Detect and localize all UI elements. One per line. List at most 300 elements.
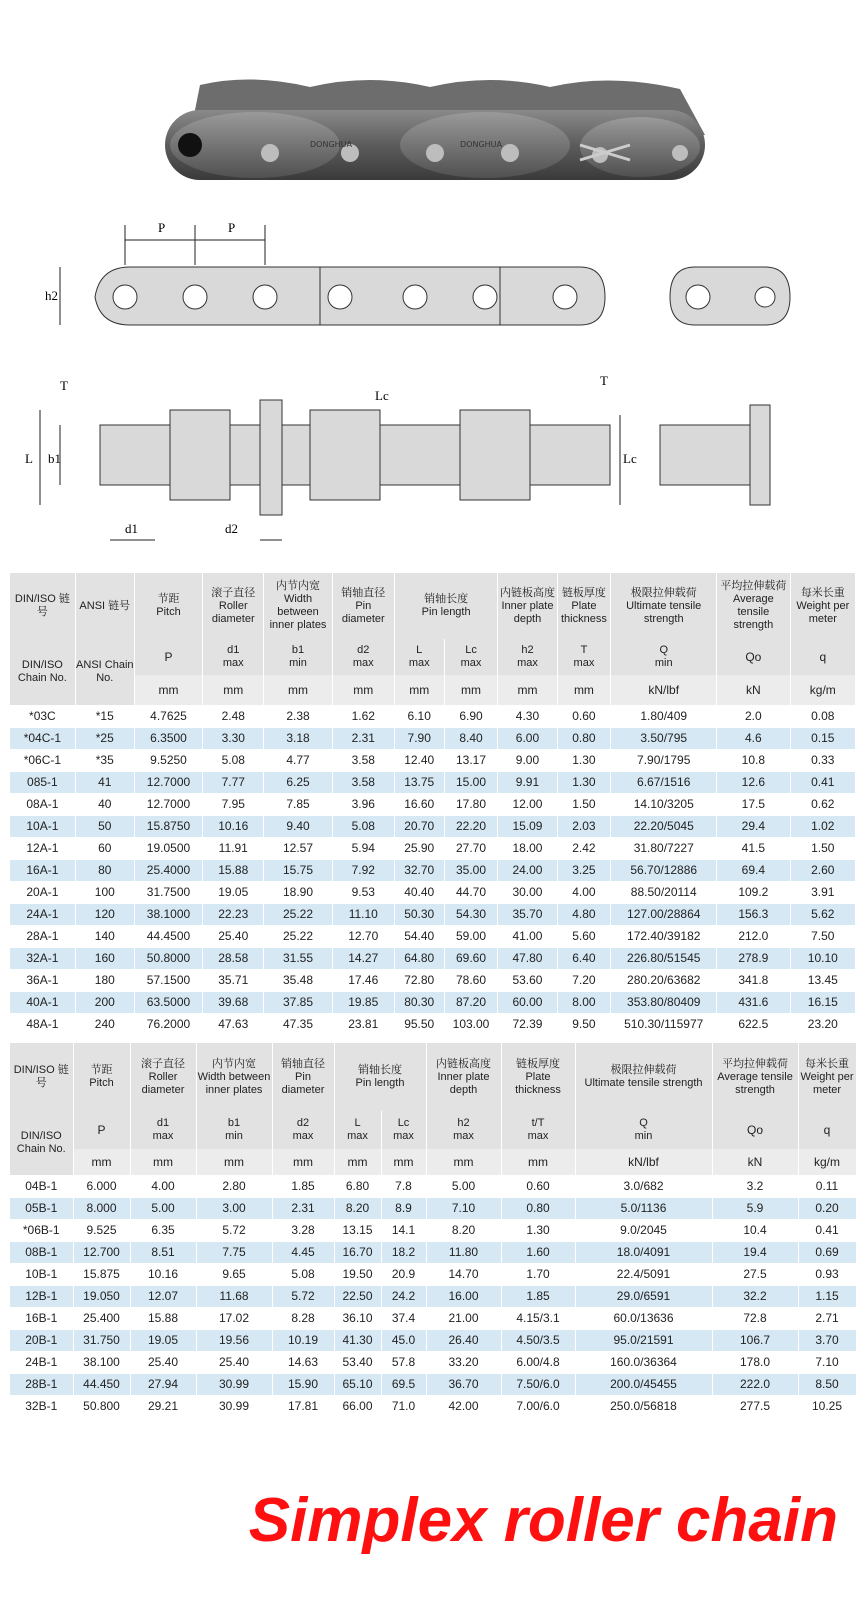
table-cell: 160 — [75, 947, 134, 969]
label-h2: h2 — [45, 288, 58, 303]
table-cell: 2.0 — [717, 705, 791, 727]
label-d2: d2 — [225, 521, 238, 536]
h-width: 内节内宽 Width between inner plates — [264, 573, 332, 639]
table-cell: 1.85 — [272, 1175, 334, 1197]
table-cell: 22.50 — [334, 1285, 381, 1307]
table-cell: 0.69 — [798, 1241, 856, 1263]
table-cell: 2.31 — [272, 1197, 334, 1219]
table-cell: 41.30 — [334, 1329, 381, 1351]
table-cell: 27.70 — [444, 837, 498, 859]
h-sym: L max — [394, 639, 444, 675]
table-cell: 08A-1 — [10, 793, 75, 815]
table-cell: 40 — [75, 793, 134, 815]
table-cell: 17.5 — [717, 793, 791, 815]
table-row — [10, 1329, 856, 1351]
table-cell: 5.00 — [426, 1175, 501, 1197]
table-cell: 7.92 — [332, 859, 394, 881]
table-cell: 3.96 — [332, 793, 394, 815]
table-cell: 71.0 — [381, 1395, 426, 1417]
table-cell: 41 — [75, 771, 134, 793]
h-thick: 链板厚度 Plate thickness — [557, 573, 611, 639]
table-row — [10, 749, 856, 771]
table-row — [10, 837, 856, 859]
table-cell: 212.0 — [717, 925, 791, 947]
table-cell: 9.0/2045 — [575, 1219, 712, 1241]
table-row — [10, 705, 856, 727]
label-pitch-1: P — [158, 220, 166, 235]
table-cell: 4.7625 — [134, 705, 202, 727]
table-cell: 31.80/7227 — [611, 837, 717, 859]
table-cell: 57.8 — [381, 1351, 426, 1373]
table-cell: 1.02 — [790, 815, 855, 837]
h-sym: d1 max — [130, 1111, 196, 1149]
table-cell: 3.28 — [272, 1219, 334, 1241]
table-cell: 14.1 — [381, 1219, 426, 1241]
table-cell: 7.8 — [381, 1175, 426, 1197]
table-cell: 24.00 — [498, 859, 557, 881]
table-cell: 16A-1 — [10, 859, 75, 881]
table-cell: 32A-1 — [10, 947, 75, 969]
label-d1: d1 — [125, 521, 138, 536]
table-cell: 12.6 — [717, 771, 791, 793]
table-cell: 12.700 — [73, 1241, 130, 1263]
table-cell: 50 — [75, 815, 134, 837]
table-cell: 26.40 — [426, 1329, 501, 1351]
table-row — [10, 1307, 856, 1329]
table-cell: 20.70 — [394, 815, 444, 837]
h-thick: 链板厚度 Plate thickness — [501, 1043, 575, 1111]
table-cell: 31.7500 — [134, 881, 202, 903]
table-cell: 29.21 — [130, 1395, 196, 1417]
table-row — [10, 991, 856, 1013]
table-cell: 9.00 — [498, 749, 557, 771]
table-cell: 28B-1 — [10, 1373, 73, 1395]
table-row — [10, 1395, 856, 1417]
table-cell: 4.45 — [272, 1241, 334, 1263]
table-cell: 54.40 — [394, 925, 444, 947]
table-cell: 38.1000 — [134, 903, 202, 925]
table-cell: 20A-1 — [10, 881, 75, 903]
label-b1: b1 — [48, 451, 61, 466]
table-cell: 72.39 — [498, 1013, 557, 1035]
table-cell: 10.10 — [790, 947, 855, 969]
h-unit: mm — [501, 1149, 575, 1175]
table-cell: 7.75 — [196, 1241, 272, 1263]
table-cell: 8.28 — [272, 1307, 334, 1329]
table-a-body — [10, 705, 856, 1035]
table-cell: 42.00 — [426, 1395, 501, 1417]
spec-table-b-series — [10, 1043, 857, 1418]
table-cell: 5.60 — [557, 925, 611, 947]
table-cell: 8.50 — [798, 1373, 856, 1395]
table-cell: 2.80 — [196, 1175, 272, 1197]
h-unit: mm — [130, 1149, 196, 1175]
h-unit: mm — [334, 1149, 381, 1175]
table-cell: 37.85 — [264, 991, 332, 1013]
table-cell: 10.25 — [798, 1395, 856, 1417]
table-cell: 622.5 — [717, 1013, 791, 1035]
table-cell: 35.00 — [444, 859, 498, 881]
table-cell: 8.20 — [426, 1219, 501, 1241]
table-cell: *15 — [75, 705, 134, 727]
table-cell: 3.58 — [332, 749, 394, 771]
table-cell: 3.2 — [712, 1175, 798, 1197]
table-cell: 19.05 — [130, 1329, 196, 1351]
h-sym: P — [73, 1111, 130, 1149]
table-cell: 9.50 — [557, 1013, 611, 1035]
h-chain-no: DIN/ISO 链号 — [10, 1043, 73, 1111]
table-cell: 156.3 — [717, 903, 791, 925]
table-cell: 64.80 — [394, 947, 444, 969]
table-cell: 28.58 — [203, 947, 264, 969]
table-cell: 19.05 — [203, 881, 264, 903]
h-sym: q — [790, 639, 855, 675]
h-unit: kN — [717, 675, 791, 705]
table-cell: 11.68 — [196, 1285, 272, 1307]
table-cell: 100 — [75, 881, 134, 903]
table-cell: 27.94 — [130, 1373, 196, 1395]
table-cell: 4.15/3.1 — [501, 1307, 575, 1329]
table-cell: 106.7 — [712, 1329, 798, 1351]
table-row — [10, 859, 856, 881]
table-cell: *35 — [75, 749, 134, 771]
table-cell: 63.5000 — [134, 991, 202, 1013]
table-cell: 9.53 — [332, 881, 394, 903]
table-row — [10, 771, 856, 793]
table-cell: 25.22 — [264, 925, 332, 947]
table-cell: 510.30/115977 — [611, 1013, 717, 1035]
table-cell: 22.20/5045 — [611, 815, 717, 837]
photo-stamp-2: DONGHUA — [460, 140, 502, 149]
h-unit: mm — [394, 675, 444, 705]
table-cell: 10B-1 — [10, 1263, 73, 1285]
h-sym: P — [134, 639, 202, 675]
table-cell: 7.10 — [798, 1351, 856, 1373]
table-cell: 10.4 — [712, 1219, 798, 1241]
table-cell: 0.80 — [557, 727, 611, 749]
table-row — [10, 1175, 856, 1197]
table-cell: 15.75 — [264, 859, 332, 881]
table-cell: 18.0/4091 — [575, 1241, 712, 1263]
table-cell: 178.0 — [712, 1351, 798, 1373]
table-cell: 3.58 — [332, 771, 394, 793]
h-unit: mm — [557, 675, 611, 705]
table-cell: 6.3500 — [134, 727, 202, 749]
table-cell: 40.40 — [394, 881, 444, 903]
h-sym: Lc max — [444, 639, 498, 675]
table-row — [10, 1373, 856, 1395]
table-cell: 0.41 — [790, 771, 855, 793]
table-cell: 341.8 — [717, 969, 791, 991]
table-cell: 36.10 — [334, 1307, 381, 1329]
table-cell: 6.10 — [394, 705, 444, 727]
label-t-right: T — [600, 373, 608, 388]
table-row — [10, 1013, 856, 1035]
table-cell: 56.70/12886 — [611, 859, 717, 881]
h-unit: kN — [712, 1149, 798, 1175]
table-cell: 5.9 — [712, 1197, 798, 1219]
table-cell: 2.38 — [264, 705, 332, 727]
table-cell: 19.85 — [332, 991, 394, 1013]
table-cell: *25 — [75, 727, 134, 749]
table-cell: 4.00 — [130, 1175, 196, 1197]
h-sym: L max — [334, 1111, 381, 1149]
table-cell: 4.00 — [557, 881, 611, 903]
table-cell: 0.60 — [501, 1175, 575, 1197]
table-cell: 23.20 — [790, 1013, 855, 1035]
table-cell: 28A-1 — [10, 925, 75, 947]
table-cell: 45.0 — [381, 1329, 426, 1351]
table-cell: 3.25 — [557, 859, 611, 881]
table-cell: 1.30 — [557, 749, 611, 771]
table-cell: 22.20 — [444, 815, 498, 837]
table-cell: 21.00 — [426, 1307, 501, 1329]
table-cell: 0.41 — [798, 1219, 856, 1241]
table-cell: 15.90 — [272, 1373, 334, 1395]
table-cell: 53.60 — [498, 969, 557, 991]
table-cell: 13.15 — [334, 1219, 381, 1241]
table-cell: 0.08 — [790, 705, 855, 727]
table-cell: 1.15 — [798, 1285, 856, 1307]
table-cell: 30.00 — [498, 881, 557, 903]
table-row — [10, 925, 856, 947]
h-roller: 滚子直径 Roller diameter — [203, 573, 264, 639]
table-cell: 29.0/6591 — [575, 1285, 712, 1307]
table-cell: 44.70 — [444, 881, 498, 903]
h-sym: h2 max — [426, 1111, 501, 1149]
h-width: 内节内宽 Width between inner plates — [196, 1043, 272, 1111]
table-cell: 31.55 — [264, 947, 332, 969]
table-cell: 1.30 — [557, 771, 611, 793]
table-cell: *06C-1 — [10, 749, 75, 771]
table-cell: 4.77 — [264, 749, 332, 771]
table-cell: 6.90 — [444, 705, 498, 727]
h-ult: 极限拉伸载荷 Ultimate tensile strength — [611, 573, 717, 639]
table-cell: 0.80 — [501, 1197, 575, 1219]
table-cell: 31.750 — [73, 1329, 130, 1351]
table-cell: 0.62 — [790, 793, 855, 815]
table-cell: 0.93 — [798, 1263, 856, 1285]
table-cell: 19.50 — [334, 1263, 381, 1285]
h-sym: h2 max — [498, 639, 557, 675]
h-ansi: ANSI 链号 — [75, 573, 134, 639]
table-cell: 57.1500 — [134, 969, 202, 991]
table-row — [10, 947, 856, 969]
h-sym: t/T max — [501, 1111, 575, 1149]
table-cell: 2.42 — [557, 837, 611, 859]
table-cell: 11.91 — [203, 837, 264, 859]
h-pitch: 节距 Pitch — [134, 573, 202, 639]
table-cell: 17.46 — [332, 969, 394, 991]
h-pin: 销轴直径 Pin diameter — [272, 1043, 334, 1111]
table-cell: 50.800 — [73, 1395, 130, 1417]
table-cell: 35.48 — [264, 969, 332, 991]
table-cell: 25.22 — [264, 903, 332, 925]
h-sym: q — [798, 1111, 856, 1149]
table-cell: 160.0/36364 — [575, 1351, 712, 1373]
label-lc-right: Lc — [623, 451, 637, 466]
table-cell: 22.4/5091 — [575, 1263, 712, 1285]
table-cell: 127.00/28864 — [611, 903, 717, 925]
table-cell: 17.02 — [196, 1307, 272, 1329]
table-cell: 95.50 — [394, 1013, 444, 1035]
table-cell: 6.25 — [264, 771, 332, 793]
h-sym: d1 max — [203, 639, 264, 675]
table-cell: 1.50 — [557, 793, 611, 815]
label-pitch-2: P — [228, 220, 236, 235]
table-cell: 60.00 — [498, 991, 557, 1013]
table-cell: 0.20 — [798, 1197, 856, 1219]
table-cell: 30.99 — [196, 1373, 272, 1395]
table-cell: 14.63 — [272, 1351, 334, 1373]
table-row — [10, 1219, 856, 1241]
table-cell: 1.85 — [501, 1285, 575, 1307]
table-cell: 24A-1 — [10, 903, 75, 925]
table-row — [10, 1263, 856, 1285]
table-cell: 16B-1 — [10, 1307, 73, 1329]
h-ult: 极限拉伸载荷 Ultimate tensile strength — [575, 1043, 712, 1111]
table-cell: 5.0/1136 — [575, 1197, 712, 1219]
table-cell: 19.0500 — [134, 837, 202, 859]
table-row — [10, 727, 856, 749]
table-cell: 88.50/20114 — [611, 881, 717, 903]
table-cell: 16.15 — [790, 991, 855, 1013]
h-pin: 销轴直径 Pin diameter — [332, 573, 394, 639]
h-sym: Qo — [712, 1111, 798, 1149]
table-cell: 0.33 — [790, 749, 855, 771]
table-cell: 23.81 — [332, 1013, 394, 1035]
table-cell: 66.00 — [334, 1395, 381, 1417]
table-cell: 15.00 — [444, 771, 498, 793]
table-cell: 25.40 — [196, 1351, 272, 1373]
table-cell: 15.88 — [130, 1307, 196, 1329]
table-cell: 60 — [75, 837, 134, 859]
table-row — [10, 1241, 856, 1263]
table-cell: 10.8 — [717, 749, 791, 771]
table-cell: 5.00 — [130, 1197, 196, 1219]
table-cell: 6.00 — [498, 727, 557, 749]
table-row — [10, 903, 856, 925]
table-cell: 20.9 — [381, 1263, 426, 1285]
h-unit: mm — [73, 1149, 130, 1175]
h-weight: 每米长重 Weight per meter — [798, 1043, 856, 1111]
h-chain-no: DIN/ISO 链号 — [10, 573, 75, 639]
table-cell: 7.00/6.0 — [501, 1395, 575, 1417]
table-cell: *03C — [10, 705, 75, 727]
table-cell: 36.70 — [426, 1373, 501, 1395]
h-pitch: 节距 Pitch — [73, 1043, 130, 1111]
table-cell: 7.50 — [790, 925, 855, 947]
table-cell: 278.9 — [717, 947, 791, 969]
table-cell: 8.000 — [73, 1197, 130, 1219]
table-cell: 30.99 — [196, 1395, 272, 1417]
table-cell: 16.00 — [426, 1285, 501, 1307]
table-cell: 15.875 — [73, 1263, 130, 1285]
table-cell: 22.23 — [203, 903, 264, 925]
table-cell: 226.80/51545 — [611, 947, 717, 969]
table-cell: 109.2 — [717, 881, 791, 903]
h-unit: mm — [381, 1149, 426, 1175]
h-chain-no-en: DIN/ISO Chain No. — [10, 1111, 73, 1175]
table-cell: 7.50/6.0 — [501, 1373, 575, 1395]
table-cell: 19.050 — [73, 1285, 130, 1307]
table-cell: 14.10/3205 — [611, 793, 717, 815]
h-unit: mm — [426, 1149, 501, 1175]
table-cell: 60.0/13636 — [575, 1307, 712, 1329]
h-sym: T max — [557, 639, 611, 675]
h-chain-no-en: DIN/ISO Chain No. — [10, 639, 75, 705]
h-sym: Q min — [575, 1111, 712, 1149]
table-cell: 53.40 — [334, 1351, 381, 1373]
table-cell: 25.400 — [73, 1307, 130, 1329]
table-cell: 24B-1 — [10, 1351, 73, 1373]
table-cell: 80 — [75, 859, 134, 881]
table-cell: 48A-1 — [10, 1013, 75, 1035]
table-cell: 10.16 — [130, 1263, 196, 1285]
table-cell: 25.40 — [130, 1351, 196, 1373]
table-cell: 47.80 — [498, 947, 557, 969]
technical-drawings — [20, 205, 850, 560]
table-cell: 12.40 — [394, 749, 444, 771]
table-cell: 250.0/56818 — [575, 1395, 712, 1417]
table-cell: 39.68 — [203, 991, 264, 1013]
table-cell: 12.7000 — [134, 793, 202, 815]
table-cell: 05B-1 — [10, 1197, 73, 1219]
table-cell: 5.08 — [203, 749, 264, 771]
table-cell: 9.40 — [264, 815, 332, 837]
h-unit: kN/lbf — [575, 1149, 712, 1175]
table-cell: 11.10 — [332, 903, 394, 925]
table-cell: 40A-1 — [10, 991, 75, 1013]
photo-stamp-1: DONGHUA — [310, 140, 352, 149]
table-cell: 35.70 — [498, 903, 557, 925]
table-cell: 20B-1 — [10, 1329, 73, 1351]
h-pinlen: 销轴长度 Pin length — [394, 573, 498, 639]
table-row — [10, 969, 856, 991]
table-cell: 13.17 — [444, 749, 498, 771]
table-cell: 25.90 — [394, 837, 444, 859]
h-unit: mm — [498, 675, 557, 705]
h-unit: kg/m — [798, 1149, 856, 1175]
table-cell: 5.94 — [332, 837, 394, 859]
table-cell: 200 — [75, 991, 134, 1013]
table-cell: 59.00 — [444, 925, 498, 947]
table-cell: 24.2 — [381, 1285, 426, 1307]
table-cell: 6.67/1516 — [611, 771, 717, 793]
table-cell: 280.20/63682 — [611, 969, 717, 991]
table-cell: 5.08 — [272, 1263, 334, 1285]
table-cell: 5.72 — [196, 1219, 272, 1241]
table-cell: 17.81 — [272, 1395, 334, 1417]
table-cell: 35.71 — [203, 969, 264, 991]
table-cell: 04B-1 — [10, 1175, 73, 1197]
table-row — [10, 1197, 856, 1219]
table-cell: 95.0/21591 — [575, 1329, 712, 1351]
h-sym: b1 min — [264, 639, 332, 675]
table-cell: 33.20 — [426, 1351, 501, 1373]
table-cell: 76.2000 — [134, 1013, 202, 1035]
table-cell: 4.6 — [717, 727, 791, 749]
h-sym: d2 max — [272, 1111, 334, 1149]
h-sym: Lc max — [381, 1111, 426, 1149]
table-cell: 9.5250 — [134, 749, 202, 771]
h-unit: mm — [196, 1149, 272, 1175]
table-cell: 4.50/3.5 — [501, 1329, 575, 1351]
table-cell: 12B-1 — [10, 1285, 73, 1307]
h-unit: mm — [134, 675, 202, 705]
table-cell: 5.62 — [790, 903, 855, 925]
table-cell: 44.4500 — [134, 925, 202, 947]
